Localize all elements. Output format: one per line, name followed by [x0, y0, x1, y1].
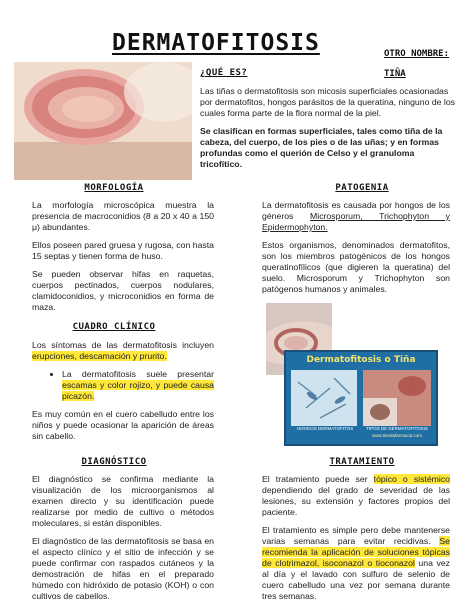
diagnostico-section: [32, 474, 214, 609]
patogenia-p2: Estos organismos, denominados dermatofitos, son los miembros patogénicos de los hongos queratinofílicos (que digieren la queratina) del suelo. Microsporum y Trichophyton son patógenos humanos y animales.: [262, 240, 450, 294]
topical-solutions-highlight: Se recomienda la aplicación de soluciones tópicas de clotrimazol, isoconazol o tioconazol: [262, 536, 450, 568]
intro-text: Las tiñas o dermatofitosis son micosis superficiales ocasionadas por dermatofitos, hongos parásitos de la queratina, ninguno de los cuales forma parte de la flora normal de la piel.: [200, 86, 456, 118]
presentation-highlight: escamas y color rojizo, y puede causa picazón.: [62, 380, 214, 401]
cuadro-bullets: [32, 369, 214, 402]
tratamiento-p1: El tratamiento puede ser tópico o sistémico dependiendo del grado de severidad de las lesiones, su extensión y factores propios del paciente.: [262, 474, 450, 517]
intro-heading: ¿QUÉ ES?: [200, 68, 248, 78]
morfologia-section: [32, 200, 214, 320]
morfologia-p1: La morfología microscópica muestra la presencia de macroconidios (8 a 20 x 40 a 150 μ) abundantes.: [32, 200, 214, 232]
cuadro-p2: Es muy común en el cuero cabelludo entre los niños y puede ocasionar la aparición de áreas sin cabello.: [32, 409, 214, 441]
lesion-illustration: [14, 62, 192, 180]
cuadro-heading: CUADRO CLÍNICO: [72, 322, 156, 332]
poster-url: www.tiendafarmacia.com: [371, 433, 423, 438]
poster-caption-left: HONGOS DERMATOFITOS: [296, 426, 354, 431]
genera-names: Microsporum, Trichophyton y Epidermophyton.: [262, 211, 450, 232]
other-name-value: TIÑA: [384, 69, 406, 79]
morfologia-p3: Se pueden observar hifas en raquetas, cuerpos pectinados, cuerpos nodulares, clamidoconidios, y microconidios en forma de maza.: [32, 269, 214, 312]
tratamiento-section: [262, 474, 450, 609]
intro-section: [200, 68, 458, 177]
other-name-label: OTRO NOMBRE:: [384, 49, 450, 59]
diagnostico-p2: El diagnóstico de las dermatofitosis se basa en el aspecto clínico y el sitio de infección y se puede confirmar con raspados cutáneos y la demostración de hifas en el preparado húmedo con hidróxido de potasio (KOH) o con cultivos de cabellos.: [32, 536, 214, 601]
tina-poster: [284, 350, 438, 446]
patogenia-heading: PATOGENIA: [335, 183, 389, 193]
treatment-type-highlight: tópico o sistémico: [373, 474, 450, 484]
tratamiento-heading: TRATAMIENTO: [329, 457, 395, 467]
poster-title: Dermatofitosis o Tiña: [306, 355, 416, 365]
symptoms-highlight: erupciones, descamación y prurito.: [32, 351, 167, 361]
cuadro-p1: Los síntomas de las dermatofitosis incluyen erupciones, descamación y prurito.: [32, 340, 214, 361]
cuadro-bullet: • La dermatofitosis suele presentar escamas y color rojizo, y puede causa picazón.: [62, 369, 214, 402]
patogenia-section: [262, 200, 450, 302]
document-title: DERMATOFITOSIS: [112, 30, 320, 56]
morfologia-p2: Ellos poseen pared gruesa y rugosa, con hasta 15 septas y tienen forma de huso.: [32, 240, 214, 261]
cuadro-section: [32, 340, 214, 449]
intro-classification: Se clasifican en formas superficiales, tales como tiña de la cabeza, del cuerpo, de los pies o de las uñas; y en formas profundas como el querión de Celso y el granuloma tricofítico.: [200, 126, 443, 169]
diagnostico-heading: DIAGNÓSTICO: [81, 457, 147, 467]
patogenia-p1: La dermatofitosis es causada por hongos de los géneros Microsporum, Trichophyton y Epidermophyton.: [262, 200, 450, 232]
poster-caption-right: TIPOS DE DERMATOFITOSIS: [366, 426, 428, 431]
diagnostico-p1: El diagnóstico se confirma mediante la visualización de los microorganismos al examen directo y su identificación puede realizarse por medio de cultivo o métodos moleculares, si están disponibles.: [32, 474, 214, 528]
morfologia-heading: MORFOLOGÍA: [84, 183, 144, 193]
ringworm-lesion-photo: [14, 62, 192, 180]
tratamiento-p2: El tratamiento es simple pero debe mantenerse varias semanas para evitar recidivas. Se recomienda la aplicación de soluciones tópicas de clotrimazol, isoconazol o tioconazol una vez al día y el lavado con sulfuro de selenio de cuero cabelludo una vez por semana durante tres semanas.: [262, 525, 451, 601]
